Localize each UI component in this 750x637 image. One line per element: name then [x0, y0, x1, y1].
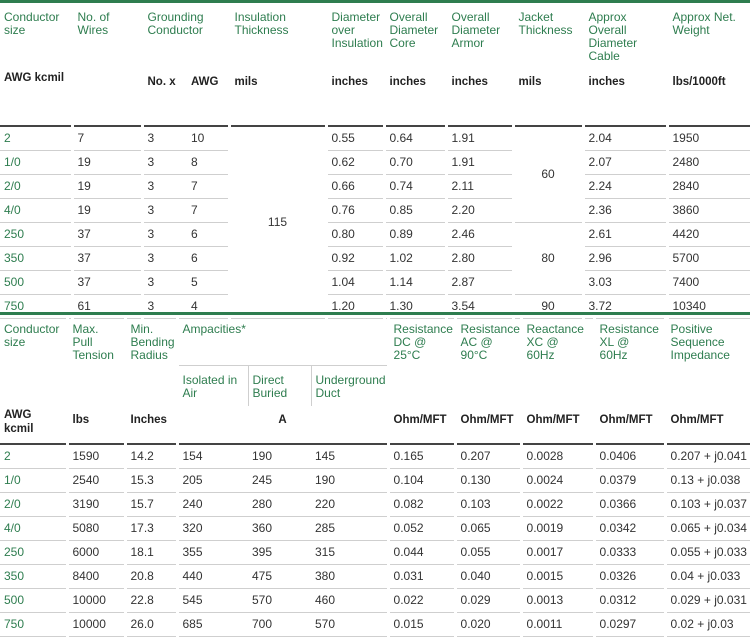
header-overall-diameter-core: Overall Diameter Core: [384, 2, 446, 66]
wires-cell: 37: [72, 246, 142, 270]
bending-radius-cell: 17.3: [125, 516, 177, 540]
header-direct-buried: Direct Buried: [248, 366, 311, 406]
electrical-characteristics-table: [0, 312, 750, 637]
dia-core-cell: 0.64: [384, 126, 446, 151]
ampacity-buried-cell: 360: [248, 516, 311, 540]
resistance-xl-cell: 0.0312: [594, 588, 665, 612]
table-row: [0, 564, 750, 588]
ground-no-cell: 3: [142, 126, 187, 151]
bending-radius-cell: 15.7: [125, 492, 177, 516]
dia-cable-cell: 2.61: [583, 222, 667, 246]
header-resistance-xl: Resistance XL @ 60Hz: [594, 314, 665, 406]
ampacity-buried-cell: 190: [248, 444, 311, 469]
resistance-ac-cell: 0.029: [455, 588, 521, 612]
impedance-cell: 0.02 + j0.03: [665, 612, 750, 636]
impedance-cell: 0.207 + j0.041: [665, 444, 750, 469]
dia-armor-cell: 1.91: [446, 126, 513, 151]
dia-core-cell: 1.14: [384, 270, 446, 294]
resistance-ac-cell: 0.055: [455, 540, 521, 564]
dia-insul-cell: 0.92: [326, 246, 384, 270]
unit-rdc: Ohm/MFT: [388, 406, 455, 444]
wires-cell: 19: [72, 150, 142, 174]
unit-xl: Ohm/MFT: [594, 406, 665, 444]
header-resistance-ac: Resistance AC @ 90°C: [455, 314, 521, 406]
reactance-xc-cell: 0.0019: [521, 516, 594, 540]
header-insulation-thickness: Insulation Thickness: [229, 2, 326, 66]
dia-insul-cell: 0.76: [326, 198, 384, 222]
resistance-xl-cell: 0.0297: [594, 612, 665, 636]
table-row: [0, 540, 750, 564]
resistance-ac-cell: 0.065: [455, 516, 521, 540]
ground-no-cell: 3: [142, 222, 187, 246]
ampacity-duct-cell: 460: [311, 588, 388, 612]
unit-conductor-2: AWG kcmil: [0, 406, 67, 444]
unit-ground-no: No. x: [142, 66, 187, 126]
reactance-xc-cell: 0.0028: [521, 444, 594, 469]
resistance-dc-cell: 0.015: [388, 612, 455, 636]
conductor-size-cell: 4/0: [0, 198, 72, 222]
wires-cell: 19: [72, 198, 142, 222]
bending-radius-cell: 18.1: [125, 540, 177, 564]
bending-radius-cell: 20.8: [125, 564, 177, 588]
ground-awg-cell: 10: [187, 126, 229, 151]
conductor-size-cell: 2/0: [0, 492, 67, 516]
weight-cell: 3860: [667, 198, 750, 222]
header-max-pull-tension: Max. Pull Tension: [67, 314, 125, 406]
weight-cell: 2480: [667, 150, 750, 174]
ampacity-duct-cell: 380: [311, 564, 388, 588]
ground-awg-cell: 6: [187, 246, 229, 270]
conductor-size-cell: 350: [0, 246, 72, 270]
max-pull-tension-cell: 10000: [67, 612, 125, 636]
dia-armor-cell: 1.91: [446, 150, 513, 174]
unit-ampacity: A: [177, 406, 388, 444]
dia-core-cell: 0.89: [384, 222, 446, 246]
table-row: [0, 516, 750, 540]
dia-cable-cell: 2.36: [583, 198, 667, 222]
weight-cell: 2840: [667, 174, 750, 198]
header-resistance-dc: Resistance DC @ 25°C: [388, 314, 455, 406]
table-row: [0, 588, 750, 612]
wires-cell: 7: [72, 126, 142, 151]
dia-insul-cell: 0.62: [326, 150, 384, 174]
table-row: [0, 270, 750, 294]
ampacity-air-cell: 205: [177, 468, 248, 492]
unit-dia-insul: inches: [326, 66, 384, 126]
dia-armor-cell: 2.80: [446, 246, 513, 270]
ground-awg-cell: 7: [187, 174, 229, 198]
impedance-cell: 0.055 + j0.033: [665, 540, 750, 564]
ground-awg-cell: 7: [187, 198, 229, 222]
conductor-size-cell: 4/0: [0, 516, 67, 540]
resistance-ac-cell: 0.130: [455, 468, 521, 492]
header-no-of-wires: No. of Wires: [72, 2, 142, 66]
jacket-thickness-cell: 60: [513, 126, 583, 223]
weight-cell: 4420: [667, 222, 750, 246]
impedance-cell: 0.13 + j0.038: [665, 468, 750, 492]
reactance-xc-cell: 0.0022: [521, 492, 594, 516]
ampacity-buried-cell: 280: [248, 492, 311, 516]
ampacity-air-cell: 685: [177, 612, 248, 636]
wires-cell: 37: [72, 222, 142, 246]
conductor-size-cell: 500: [0, 270, 72, 294]
unit-xc: Ohm/MFT: [521, 406, 594, 444]
dia-core-cell: 0.74: [384, 174, 446, 198]
resistance-dc-cell: 0.082: [388, 492, 455, 516]
resistance-dc-cell: 0.052: [388, 516, 455, 540]
ground-awg-cell: 6: [187, 222, 229, 246]
table-row: [0, 198, 750, 222]
dia-insul-cell: 0.66: [326, 174, 384, 198]
insulation-thickness-cell: 115: [229, 126, 326, 319]
dia-cable-cell: 3.72: [583, 294, 667, 318]
bending-radius-cell: 15.3: [125, 468, 177, 492]
ampacity-duct-cell: 315: [311, 540, 388, 564]
ampacity-buried-cell: 700: [248, 612, 311, 636]
header-overall-diameter-armor: Overall Diameter Armor: [446, 2, 513, 66]
resistance-dc-cell: 0.104: [388, 468, 455, 492]
dia-core-cell: 1.30: [384, 294, 446, 318]
conductor-size-cell: 2: [0, 126, 72, 151]
resistance-dc-cell: 0.031: [388, 564, 455, 588]
ampacity-air-cell: 320: [177, 516, 248, 540]
dia-cable-cell: 3.03: [583, 270, 667, 294]
weight-cell: 10340: [667, 294, 750, 318]
unit-dia-armor: inches: [446, 66, 513, 126]
header-isolated-in-air: Isolated in Air: [177, 366, 248, 406]
table-row: [0, 222, 750, 246]
ampacity-air-cell: 355: [177, 540, 248, 564]
resistance-ac-cell: 0.103: [455, 492, 521, 516]
ground-no-cell: 3: [142, 150, 187, 174]
ampacity-buried-cell: 570: [248, 588, 311, 612]
header-conductor-size: Conductor size: [0, 2, 72, 66]
unit-impedance: Ohm/MFT: [665, 406, 750, 444]
conductor-size-cell: 750: [0, 294, 72, 318]
resistance-ac-cell: 0.020: [455, 612, 521, 636]
conductor-size-cell: 350: [0, 564, 67, 588]
table-row: [0, 126, 750, 151]
weight-cell: 1950: [667, 126, 750, 151]
conductor-size-cell: 1/0: [0, 468, 67, 492]
impedance-cell: 0.103 + j0.037: [665, 492, 750, 516]
weight-cell: 7400: [667, 270, 750, 294]
ampacity-air-cell: 545: [177, 588, 248, 612]
table-row: [0, 612, 750, 636]
header-approx-overall-diameter-cable: Approx Overall Diameter Cable: [583, 2, 667, 66]
dia-core-cell: 1.02: [384, 246, 446, 270]
impedance-cell: 0.065 + j0.034: [665, 516, 750, 540]
impedance-cell: 0.04 + j0.033: [665, 564, 750, 588]
max-pull-tension-cell: 1590: [67, 444, 125, 469]
max-pull-tension-cell: 3190: [67, 492, 125, 516]
dia-armor-cell: 2.20: [446, 198, 513, 222]
dia-cable-cell: 2.07: [583, 150, 667, 174]
conductor-size-cell: 2: [0, 444, 67, 469]
conductor-size-cell: 250: [0, 540, 67, 564]
dia-armor-cell: 2.87: [446, 270, 513, 294]
dia-cable-cell: 2.96: [583, 246, 667, 270]
table-row: [0, 150, 750, 174]
weight-cell: 5700: [667, 246, 750, 270]
dia-insul-cell: 0.80: [326, 222, 384, 246]
unit-wires: [72, 66, 142, 126]
header-underground-duct: Underground Duct: [311, 366, 388, 406]
ground-no-cell: 3: [142, 270, 187, 294]
conductor-size-cell: 250: [0, 222, 72, 246]
max-pull-tension-cell: 5080: [67, 516, 125, 540]
ampacity-duct-cell: 220: [311, 492, 388, 516]
impedance-cell: 0.029 + j0.031: [665, 588, 750, 612]
bending-radius-cell: 22.8: [125, 588, 177, 612]
max-pull-tension-cell: 6000: [67, 540, 125, 564]
ampacity-air-cell: 440: [177, 564, 248, 588]
dia-insul-cell: 1.20: [326, 294, 384, 318]
dia-insul-cell: 0.55: [326, 126, 384, 151]
reactance-xc-cell: 0.0015: [521, 564, 594, 588]
resistance-dc-cell: 0.165: [388, 444, 455, 469]
unit-dia-cable: inches: [583, 66, 667, 126]
resistance-xl-cell: 0.0406: [594, 444, 665, 469]
unit-pull: lbs: [67, 406, 125, 444]
ampacity-duct-cell: 570: [311, 612, 388, 636]
resistance-dc-cell: 0.044: [388, 540, 455, 564]
ampacity-air-cell: 240: [177, 492, 248, 516]
ampacity-duct-cell: 145: [311, 444, 388, 469]
ampacity-buried-cell: 475: [248, 564, 311, 588]
table-row: [0, 246, 750, 270]
resistance-xl-cell: 0.0333: [594, 540, 665, 564]
reactance-xc-cell: 0.0024: [521, 468, 594, 492]
ground-no-cell: 3: [142, 174, 187, 198]
dia-cable-cell: 2.24: [583, 174, 667, 198]
conductor-size-cell: 2/0: [0, 174, 72, 198]
resistance-ac-cell: 0.207: [455, 444, 521, 469]
table-row: [0, 174, 750, 198]
header-approx-net-weight: Approx Net. Weight: [667, 2, 750, 66]
ground-no-cell: 3: [142, 198, 187, 222]
resistance-xl-cell: 0.0366: [594, 492, 665, 516]
header-grounding-conductor: Grounding Conductor: [142, 2, 229, 66]
resistance-xl-cell: 0.0326: [594, 564, 665, 588]
ground-awg-cell: 4: [187, 294, 229, 318]
max-pull-tension-cell: 10000: [67, 588, 125, 612]
unit-ground-awg: AWG: [187, 66, 229, 126]
unit-jacket: mils: [513, 66, 583, 126]
bending-radius-cell: 14.2: [125, 444, 177, 469]
table-row: [0, 444, 750, 469]
conductor-size-cell: 500: [0, 588, 67, 612]
wires-cell: 61: [72, 294, 142, 318]
unit-insulation: mils: [229, 66, 326, 126]
unit-dia-core: inches: [384, 66, 446, 126]
dia-armor-cell: 2.11: [446, 174, 513, 198]
dia-armor-cell: 3.54: [446, 294, 513, 318]
header-ampacities: Ampacities*: [177, 314, 388, 366]
unit-weight: lbs/1000ft: [667, 66, 750, 126]
bending-radius-cell: 26.0: [125, 612, 177, 636]
resistance-xl-cell: 0.0379: [594, 468, 665, 492]
conductor-size-cell: 1/0: [0, 150, 72, 174]
ground-no-cell: 3: [142, 246, 187, 270]
dia-cable-cell: 2.04: [583, 126, 667, 151]
jacket-thickness-cell: 90: [513, 294, 583, 318]
resistance-dc-cell: 0.022: [388, 588, 455, 612]
reactance-xc-cell: 0.0013: [521, 588, 594, 612]
dia-insul-cell: 1.04: [326, 270, 384, 294]
header-jacket-thickness: Jacket Thickness: [513, 2, 583, 66]
max-pull-tension-cell: 8400: [67, 564, 125, 588]
ampacity-duct-cell: 190: [311, 468, 388, 492]
dia-armor-cell: 2.46: [446, 222, 513, 246]
ampacity-air-cell: 154: [177, 444, 248, 469]
wires-cell: 19: [72, 174, 142, 198]
reactance-xc-cell: 0.0017: [521, 540, 594, 564]
header-min-bending-radius: Min. Bending Radius: [125, 314, 177, 406]
ampacity-buried-cell: 245: [248, 468, 311, 492]
resistance-ac-cell: 0.040: [455, 564, 521, 588]
conductor-size-cell: 750: [0, 612, 67, 636]
ampacity-duct-cell: 285: [311, 516, 388, 540]
dia-core-cell: 0.70: [384, 150, 446, 174]
resistance-xl-cell: 0.0342: [594, 516, 665, 540]
header-diameter-over-insulation: Diameter over Insulation: [326, 2, 384, 66]
ground-awg-cell: 8: [187, 150, 229, 174]
table-row: [0, 468, 750, 492]
unit-rac: Ohm/MFT: [455, 406, 521, 444]
header-conductor-size-2: Conductor size: [0, 314, 67, 406]
unit-conductor: AWG kcmil: [0, 66, 72, 126]
header-reactance-xc: Reactance XC @ 60Hz: [521, 314, 594, 406]
dia-core-cell: 0.85: [384, 198, 446, 222]
table-row: [0, 492, 750, 516]
wires-cell: 37: [72, 270, 142, 294]
max-pull-tension-cell: 2540: [67, 468, 125, 492]
reactance-xc-cell: 0.0011: [521, 612, 594, 636]
ground-awg-cell: 5: [187, 270, 229, 294]
header-positive-sequence-impedance: Positive Sequence Impedance: [665, 314, 750, 406]
jacket-thickness-cell: 80: [513, 222, 583, 294]
ampacity-buried-cell: 395: [248, 540, 311, 564]
unit-bend: Inches: [125, 406, 177, 444]
ground-no-cell: 3: [142, 294, 187, 318]
